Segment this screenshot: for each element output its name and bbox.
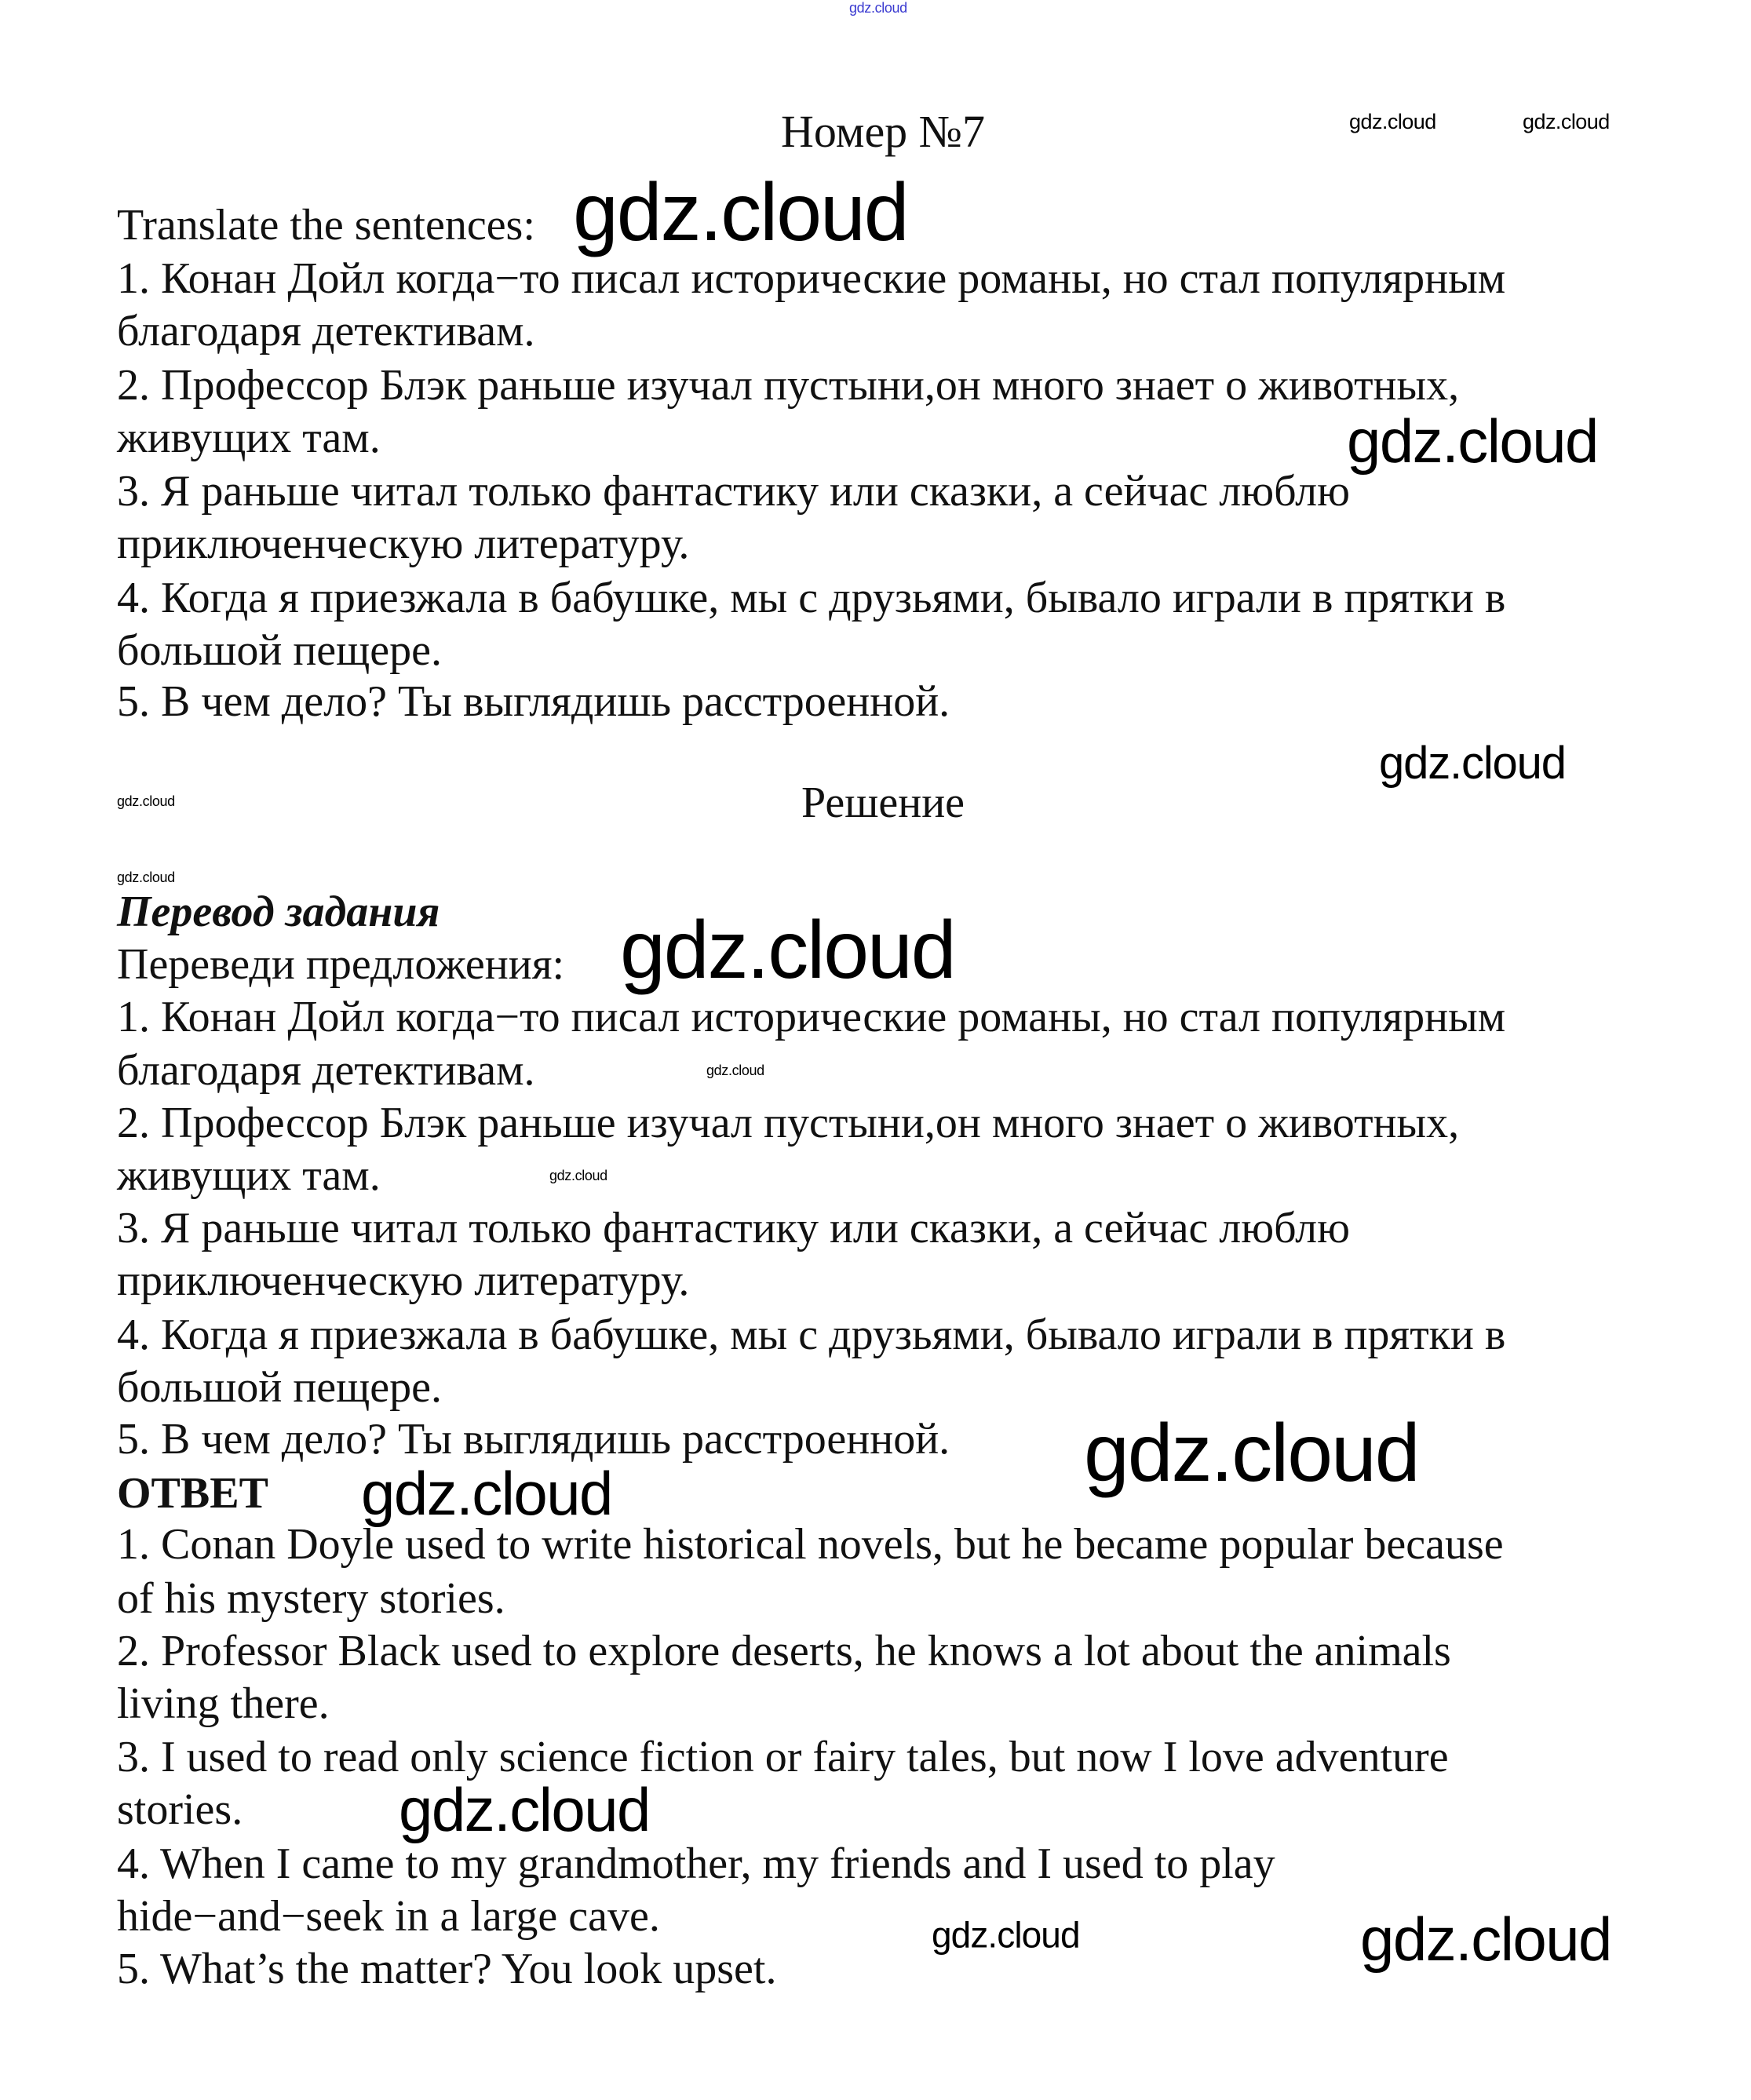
- task-heading: Translate the sentences:: [117, 201, 535, 250]
- answer-line: hide−and−seek in a large cave.: [117, 1892, 660, 1941]
- watermark: gdz.cloud: [1349, 109, 1436, 133]
- answer-line: 2. Professor Black used to explore deserts, he knows a lot about the animals: [117, 1627, 1451, 1675]
- task-line: живущих там.: [117, 414, 381, 462]
- watermark: gdz.cloud: [1523, 109, 1610, 133]
- translation-line: 5. В чем дело? Ты выглядишь расстроенной.: [117, 1415, 950, 1464]
- watermark: gdz.cloud: [1379, 737, 1566, 789]
- translation-line: приключенческую литературу.: [117, 1256, 690, 1305]
- translation-line: живущих там.: [117, 1151, 381, 1200]
- watermark: gdz.cloud: [573, 167, 908, 259]
- answer-line: 4. When I came to my grandmother, my friends and I used to play: [117, 1839, 1275, 1888]
- answer-line: 3. I used to read only science fiction or fairy tales, but now I love adventure: [117, 1733, 1449, 1781]
- watermark: gdz.cloud: [117, 793, 175, 809]
- watermark: gdz.cloud: [1084, 1408, 1419, 1500]
- translation-intro: Переведи предложения:: [117, 940, 565, 989]
- answer-line: 1. Conan Doyle used to write historical novels, but he became popular because: [117, 1520, 1504, 1569]
- translation-line: благодаря детективам.: [117, 1046, 535, 1095]
- task-line: 1. Конан Дойл когда−то писал исторические романы, но стал популярным: [117, 254, 1506, 303]
- watermark: gdz.cloud: [620, 905, 955, 997]
- answer-line: 5. What’s the matter? You look upset.: [117, 1945, 777, 1993]
- answer-heading: ОТВЕТ: [117, 1469, 268, 1518]
- watermark: gdz.cloud: [932, 1914, 1080, 1956]
- task-line: 2. Профессор Блэк раньше изучал пустыни,он много знает о животных,: [117, 361, 1460, 410]
- task-line: 4. Когда я приезжала в бабушке, мы с друзьями, бывало играли в прятки в: [117, 574, 1506, 622]
- task-line: благодаря детективам.: [117, 307, 535, 355]
- watermark: gdz.cloud: [1347, 406, 1598, 476]
- translation-line: 3. Я раньше читал только фантастику или сказки, а сейчас люблю: [117, 1204, 1350, 1252]
- watermark: gdz.cloud: [549, 1167, 607, 1183]
- answer-line: stories.: [117, 1785, 243, 1834]
- page-title: Номер №7: [780, 106, 986, 157]
- translation-line: 2. Профессор Блэк раньше изучал пустыни,он много знает о животных,: [117, 1099, 1460, 1147]
- watermark: gdz.cloud: [849, 0, 907, 16]
- translation-line: 1. Конан Дойл когда−то писал исторические романы, но стал популярным: [117, 993, 1506, 1041]
- translation-line: большой пещере.: [117, 1363, 442, 1412]
- translation-heading: Перевод задания: [117, 888, 440, 936]
- watermark: gdz.cloud: [399, 1774, 650, 1844]
- watermark: gdz.cloud: [117, 869, 175, 885]
- task-line: 5. В чем дело? Ты выглядишь расстроенной.: [117, 677, 950, 726]
- translation-line: 4. Когда я приезжала в бабушке, мы с друзьями, бывало играли в прятки в: [117, 1311, 1506, 1359]
- solution-heading: Решение: [801, 778, 965, 827]
- task-line: 3. Я раньше читал только фантастику или сказки, а сейчас люблю: [117, 467, 1350, 516]
- watermark: gdz.cloud: [361, 1458, 612, 1528]
- watermark: gdz.cloud: [706, 1062, 764, 1078]
- answer-line: living there.: [117, 1679, 330, 1728]
- watermark: gdz.cloud: [1360, 1904, 1611, 1974]
- answer-line: of his mystery stories.: [117, 1574, 505, 1623]
- task-line: большой пещере.: [117, 626, 442, 675]
- task-line: приключенческую литературу.: [117, 520, 690, 568]
